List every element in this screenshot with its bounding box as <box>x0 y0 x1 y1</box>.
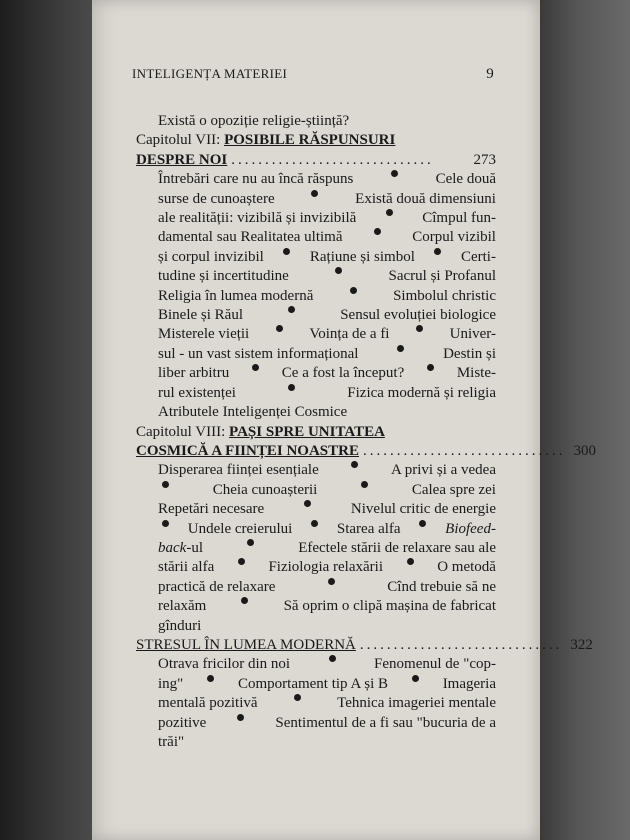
toc-entry <box>136 636 593 655</box>
bullet-icon <box>434 248 441 255</box>
bullet-icon <box>162 481 169 488</box>
bullet-icon <box>283 248 290 255</box>
topic: Atributele Inteligenței Cosmice <box>158 404 348 421</box>
topic: Simbolul christic <box>393 287 496 304</box>
topic: Destin și <box>443 345 496 362</box>
chapter-title: POSIBILE RĂSPUNSURI <box>224 132 396 149</box>
section-title: STRESUL ÎN LUMEA MODERNĂ <box>136 636 356 653</box>
topic: Univer- <box>449 326 496 343</box>
toc-page-number: 273 <box>473 151 496 168</box>
topic-line <box>136 578 496 597</box>
topic: damental sau Realitatea ultimă <box>158 229 343 246</box>
topic: Fizica modernă și religia <box>347 384 496 401</box>
topic: Repetări necesare <box>158 501 265 518</box>
running-title: INTELIGENȚA MATERIEI <box>132 66 288 81</box>
topic: A privi și a vedea <box>391 462 496 479</box>
topic: Nivelul critic de energie <box>350 501 496 518</box>
topic: Fiziologia relaxării <box>268 559 383 576</box>
bullet-icon <box>350 287 357 294</box>
bullet-icon <box>397 345 404 352</box>
toc-entry <box>136 151 496 170</box>
bullet-icon <box>416 325 423 332</box>
topic: Sacrul și Profanul <box>388 268 496 285</box>
topic: ing" <box>158 675 184 692</box>
topic: Disperarea ființei esențiale <box>158 462 319 479</box>
topic-italic: back <box>158 539 187 556</box>
bullet-icon <box>304 500 311 507</box>
topic-line <box>136 520 496 539</box>
topic-line: gînduri <box>158 617 202 634</box>
bullet-icon <box>294 694 301 701</box>
topic: liber arbitru <box>158 365 230 382</box>
bullet-icon <box>361 481 368 488</box>
topic: mentală pozitivă <box>158 695 258 712</box>
topic-line <box>136 539 496 558</box>
topic: Întrebări care nu au încă răspuns <box>158 171 354 188</box>
background-right <box>540 0 630 840</box>
chapter-title: DESPRE NOI <box>136 151 228 168</box>
topic: sul - un vast sistem informațional <box>158 345 359 362</box>
topic-line <box>136 655 496 674</box>
topic-line <box>136 306 496 325</box>
topic: pozitive <box>158 714 207 731</box>
topic: O metodă <box>437 559 496 576</box>
topic: rul existenței <box>158 384 236 401</box>
topic-suffix: -ul <box>186 539 203 556</box>
bullet-icon <box>252 364 259 371</box>
topic-line <box>136 345 496 364</box>
topic: ale realității: vizibilă și invizibilă <box>158 210 357 227</box>
table-of-contents <box>136 112 596 752</box>
bullet-icon <box>288 306 295 313</box>
topic: Cîmpul fun- <box>422 210 496 227</box>
bullet-icon <box>328 578 335 585</box>
bullet-icon <box>311 520 318 527</box>
topic-line <box>136 481 496 500</box>
background-left <box>0 0 92 840</box>
chapter-title: COSMICĂ A FIINȚEI NOASTRE <box>136 442 359 459</box>
topic: și corpul invizibil <box>158 248 264 265</box>
bullet-icon <box>241 597 248 604</box>
topic-line <box>136 675 496 694</box>
topic: Comportament tip A și B <box>237 675 388 692</box>
bullet-icon <box>238 558 245 565</box>
topic: Există două dimensiuni <box>355 190 496 207</box>
bullet-icon <box>311 190 318 197</box>
bullet-icon <box>276 325 283 332</box>
bullet-icon <box>419 520 426 527</box>
bullet-icon <box>329 655 336 662</box>
topic <box>158 539 203 558</box>
topic: Calea spre zei <box>411 481 496 498</box>
topic-line <box>136 403 496 422</box>
leader-dots: .............................. <box>359 636 563 653</box>
topic-line <box>136 325 496 344</box>
topic: practică de relaxare <box>158 578 276 595</box>
topic: Certi- <box>460 248 496 265</box>
topic: Voința de a fi <box>309 326 390 343</box>
topic-line <box>136 694 496 713</box>
topic: Corpul vizibil <box>412 229 496 246</box>
topic: Misterele vieții <box>158 326 250 343</box>
topic-line: trăi" <box>158 734 185 750</box>
topic: Undele creierului <box>187 520 293 537</box>
bullet-icon <box>412 675 419 682</box>
bullet-icon <box>374 228 381 235</box>
chapter-label: Capitolul VII: <box>136 132 221 149</box>
topic: Cheia cunoașterii <box>212 481 318 498</box>
topic: Sentimentul de a fi sau "bucuria de a <box>275 714 496 731</box>
topic: Religia în lumea modernă <box>158 287 314 304</box>
topic-line <box>136 500 496 519</box>
topic-line <box>136 461 496 480</box>
bullet-icon <box>162 520 169 527</box>
topic-line <box>136 558 496 577</box>
topic-line <box>136 714 496 733</box>
topic: Ce a fost la început? <box>281 365 405 382</box>
topic: Imageria <box>442 675 496 692</box>
chapter-8-heading <box>136 423 496 442</box>
chapter-title: PAȘI SPRE UNITATEA <box>229 423 385 440</box>
topic-line <box>136 248 496 267</box>
bullet-icon <box>386 209 393 216</box>
topic: Fenomenul de "cop- <box>374 656 496 673</box>
chapter-label: Capitolul VIII: <box>136 423 226 440</box>
topic: stării alfa <box>158 559 215 576</box>
bullet-icon <box>237 714 244 721</box>
topic: Miste- <box>456 365 496 382</box>
bullet-icon <box>391 170 398 177</box>
book-page <box>92 0 596 840</box>
toc-line: Există o opoziție religie-știință? <box>158 113 350 129</box>
topic: Biofeed- <box>445 520 496 537</box>
chapter-7-heading <box>136 131 496 150</box>
bullet-icon <box>335 267 342 274</box>
topic: tudine și incertitudine <box>158 268 289 285</box>
toc-entry <box>136 442 596 461</box>
toc-page-number: 300 <box>573 442 596 459</box>
topic: Starea alfa <box>336 520 401 537</box>
toc-page-number: 322 <box>570 636 593 653</box>
topic-line <box>136 384 496 403</box>
topic: Efectele stării de relaxare sau ale <box>298 539 496 556</box>
topic-line <box>136 170 496 189</box>
topic: Să oprim o clipă mașina de fabricat <box>283 598 496 615</box>
bullet-icon <box>247 539 254 546</box>
topic: Rațiune și simbol <box>309 248 415 265</box>
bullet-icon <box>351 461 358 468</box>
page-header <box>132 66 494 83</box>
topic-line <box>136 267 496 286</box>
bullet-icon <box>288 384 295 391</box>
topic: Cînd trebuie să ne <box>387 578 496 595</box>
topic: Binele și Răul <box>158 307 243 324</box>
topic: Tehnica imageriei mentale <box>337 695 496 712</box>
chapter-7-topics <box>136 170 496 422</box>
leader-dots: .............................. <box>362 442 566 459</box>
topic-line <box>136 209 496 228</box>
topic: surse de cunoaștere <box>158 190 275 207</box>
topic-line <box>136 287 496 306</box>
topic: Otrava fricilor din noi <box>158 656 291 673</box>
topic-line <box>136 190 496 209</box>
topic-line <box>136 228 496 247</box>
bullet-icon <box>407 558 414 565</box>
bullet-icon <box>427 364 434 371</box>
topic-line <box>136 597 496 616</box>
topic: Sensul evoluției biologice <box>340 307 496 324</box>
bullet-icon <box>207 675 214 682</box>
topic-line <box>136 364 496 383</box>
topic: relaxăm <box>158 598 207 615</box>
topic: Cele două <box>435 171 496 188</box>
page-number: 9 <box>486 66 494 82</box>
leader-dots: .............................. <box>231 151 434 168</box>
